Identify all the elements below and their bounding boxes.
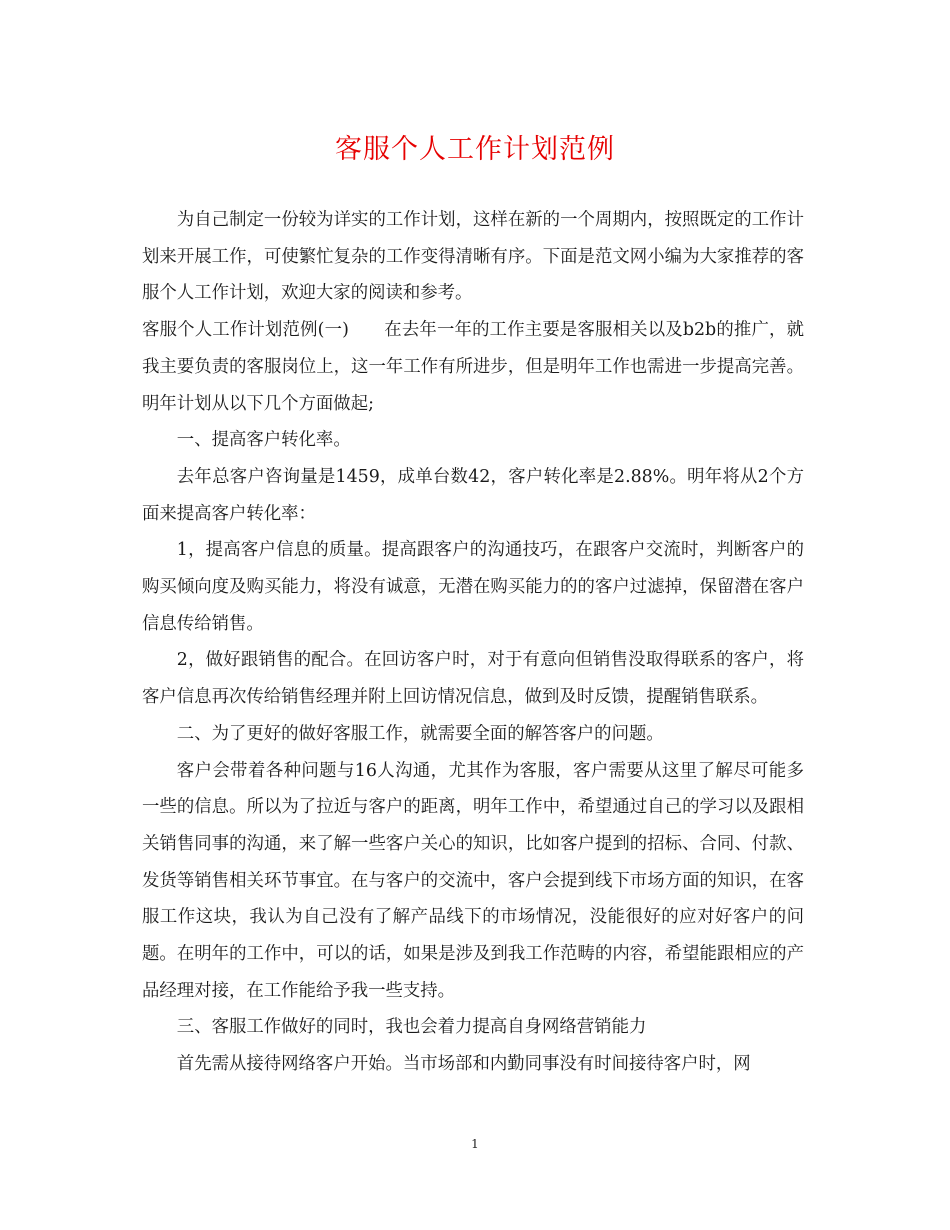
section-heading-2: 二、为了更好的做好客服工作，就需要全面的解答客户的问题。 [176,723,664,744]
page-number: 1 [471,1137,479,1151]
document-title: 客服个人工作计划范例 [335,134,615,165]
paragraph-intro: 为自己制定一份较为详实的工作计划，这样在新的一个周期内，按照既定的工作计划来开展工作，可使繁忙复杂的工作变得清晰有序。下面是范文网小编为大家推荐的客服个人工作计划，欢迎大家的阅读和参考。 [142,210,804,304]
section-heading-3: 三、客服工作做好的同时，我也会着力提高自身网络营销能力 [176,1017,647,1038]
paragraph-statistics: 去年总客户咨询量是1459，成单台数42，客户转化率是2.88%。明年将从2个方面来提高客户转化率： [142,466,804,524]
document-body [142,202,804,1083]
paragraph-point-1: 1，提高客户信息的质量。提高跟客户的沟通技巧，在跟客户交流时，判断客户的购买倾向度及购买能力，将没有诚意，无潜在购买能力的的客户过滤掉，保留潜在客户信息传给销售。 [142,540,804,634]
paragraph-example-heading: 客服个人工作计划范例(一) 在去年一年的工作主要是客服相关以及b2b的推广，就我主要负责的客服岗位上，这一年工作有所进步，但是明年工作也需进一步提高完善。明年计划从以下几个方面做起; [142,320,804,414]
paragraph-network-marketing: 首先需从接待网络客户开始。当市场部和内勤同事没有时间接待客户时，网 [176,1054,751,1075]
paragraph-point-2: 2，做好跟销售的配合。在回访客户时，对于有意向但销售没取得联系的客户，将客户信息再次传给销售经理并附上回访情况信息，做到及时反馈，提醒销售联系。 [142,650,804,708]
section-heading-1: 一、提高客户转化率。 [176,430,351,451]
paragraph-customer-questions: 客户会带着各种问题与16人沟通，尤其作为客服，客户需要从这里了解尽可能多一些的信息。所以为了拉近与客户的距离，明年工作中，希望通过自己的学习以及跟相关销售同事的沟通，来了解一些客户关心的知识，比如客户提到的招标、合同、付款、发货等销售相关环节事宜。在与客户的交流中，客户会提到线下市场方面的知识，在客服工作这块，我认为自己没有了解产品线下的市场情况，没能很好的应对好客户的问题。在明年的工作中，可以的话，如果是涉及到我工作范畴的内容，希望能跟相应的产品经理对接，在工作能给予我一些支持。 [142,760,804,1001]
